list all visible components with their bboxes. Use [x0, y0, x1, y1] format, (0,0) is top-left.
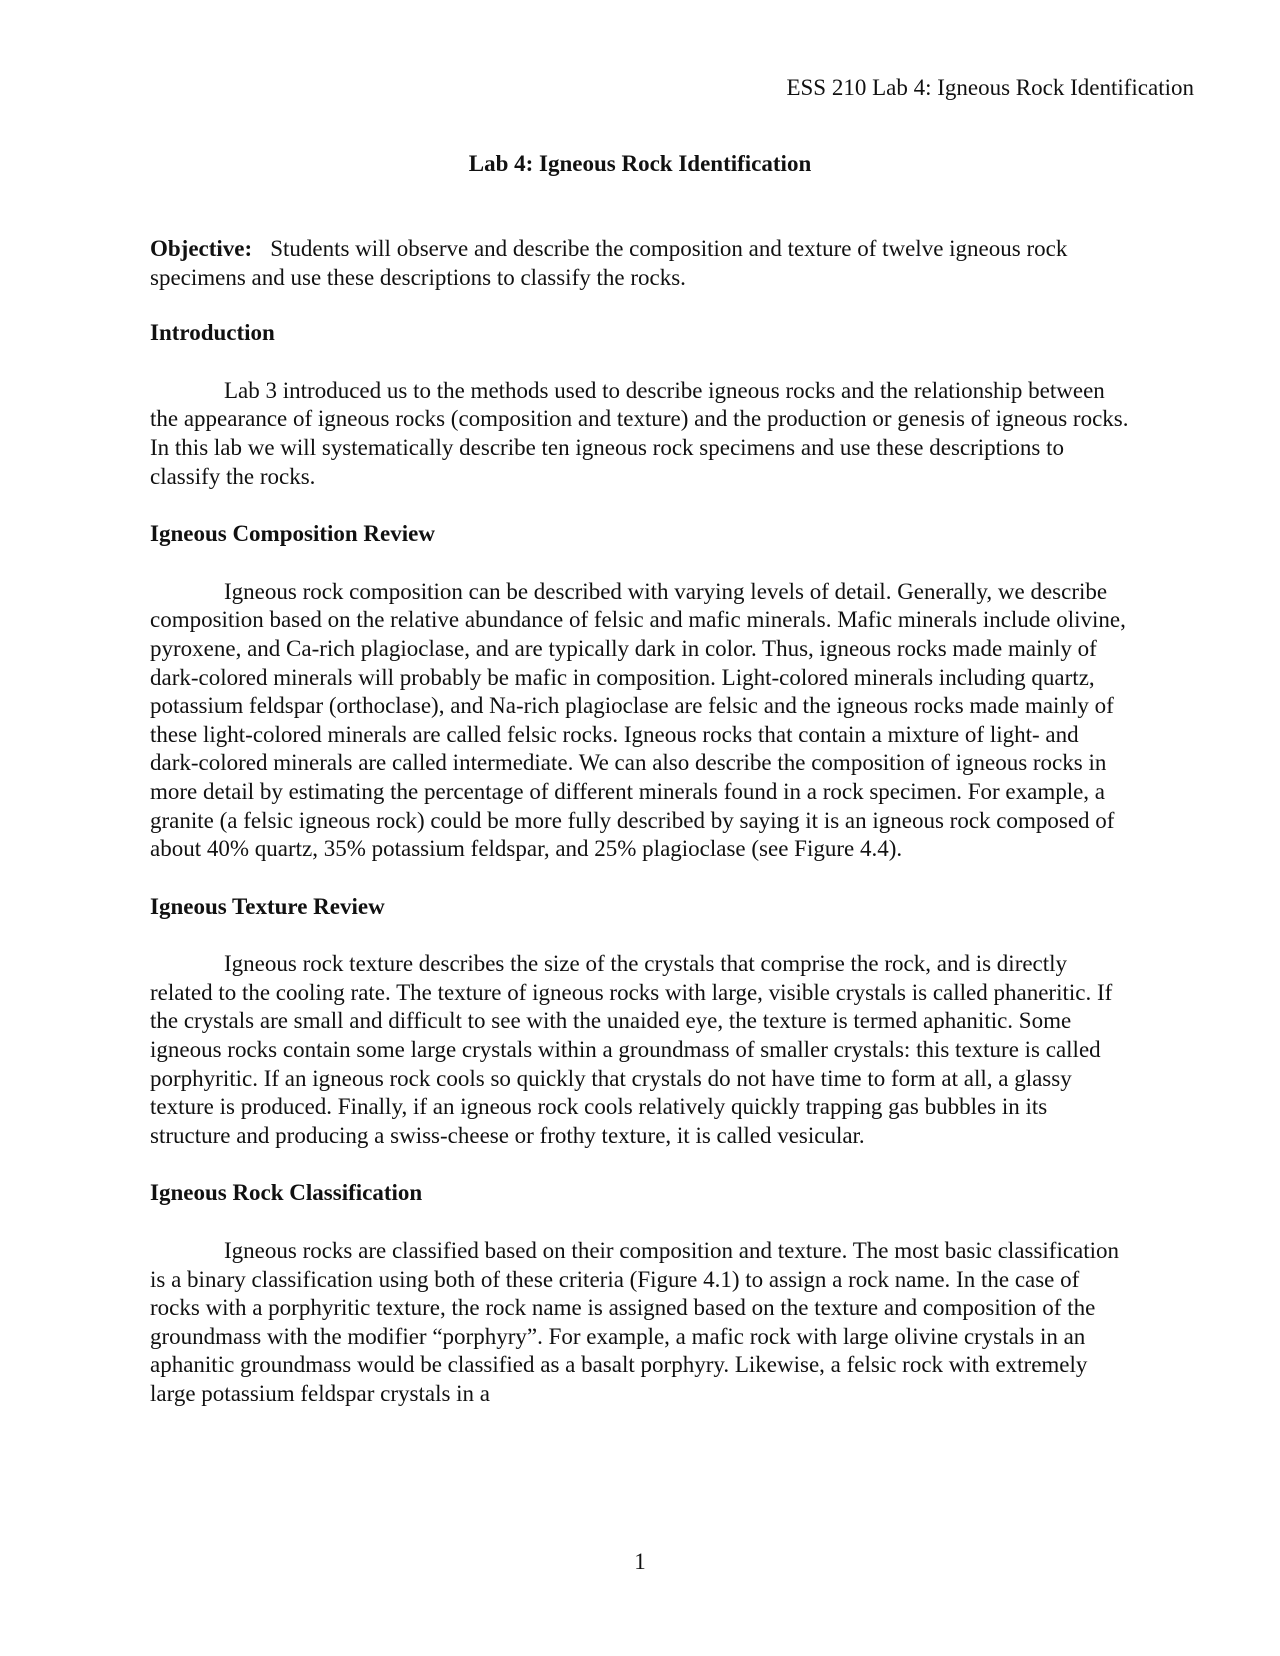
document-title: Lab 4: Igneous Rock Identification: [468, 151, 812, 176]
objective-text: Students will observe and describe the composition and texture of twelve igneous rock specimens and use these descriptions to classify the rocks.: [150, 236, 1068, 290]
classification-heading: Igneous Rock Classification: [150, 1180, 423, 1206]
introduction-heading: Introduction: [150, 320, 275, 346]
texture-review-heading: Igneous Texture Review: [150, 893, 385, 919]
objective-paragraph: [150, 235, 1130, 292]
document-body: [150, 235, 1130, 1438]
page-number: 1: [634, 1549, 646, 1574]
composition-review-heading: Igneous Composition Review: [150, 521, 435, 547]
texture-review-paragraph: Igneous rock texture describes the size of the crystals that comprise the rock, and is directly related to the cooling rate. The texture of igneous rocks with large, visible crystals is called phaneritic. If the crystals are small and difficult to see with the unaided eye, the texture is termed aphanitic. Some igneous rocks contain some large crystals within a groundmass of smaller crystals: this texture is called porphyritic. If an igneous rock cools so quickly that crystals do not have time to form at all, a glassy texture is produced. Finally, if an igneous rock cools relatively quickly trapping gas bubbles in its structure and producing a swiss-cheese or frothy texture, it is called vesicular.: [150, 951, 1113, 1148]
introduction-paragraph: Lab 3 introduced us to the methods used to describe igneous rocks and the relationship between the appearance of igneous rocks (composition and texture) and the production or genesis of igneous rocks. In this lab we will systematically describe ten igneous rock specimens and use these descriptions to classify the rocks.: [150, 377, 1129, 489]
running-header: ESS 210 Lab 4: Igneous Rock Identification: [786, 75, 1194, 100]
composition-review-paragraph: Igneous rock composition can be described with varying levels of detail. Generally, we describe composition based on the relative abundance of felsic and mafic minerals. Mafic minerals include olivine, pyroxene, and Ca-rich plagioclase, and are typically dark in color. Thus, igneous rocks made mainly of dark-colored minerals will probably be mafic in composition. Light-colored minerals including quartz, potassium feldspar (orthoclase), and Na-rich plagioclase are felsic and the igneous rocks made mainly of these light-colored minerals are called felsic rocks. Igneous rocks that contain a mixture of light- and dark-colored minerals are called intermediate. We can also describe the composition of igneous rocks in more detail by estimating the percentage of different minerals found in a rock specimen. For example, a granite (a felsic igneous rock) could be more fully described by saying it is an igneous rock composed of about 40% quartz, 35% potassium feldspar, and 25% plagioclase (see Figure 4.4).: [150, 578, 1126, 862]
objective-label: Objective:: [150, 236, 253, 261]
classification-paragraph: Igneous rocks are classified based on their composition and texture. The most basic classification is a binary classification using both of these criteria (Figure 4.1) to assign a rock name. In the case of rocks with a porphyritic texture, the rock name is assigned based on the texture and composition of the groundmass with the modifier “porphyry”. For example, a mafic rock with large olivine crystals in an aphanitic groundmass would be classified as a basalt porphyry. Likewise, a felsic rock with extremely large potassium feldspar crystals in a: [150, 1238, 1120, 1406]
